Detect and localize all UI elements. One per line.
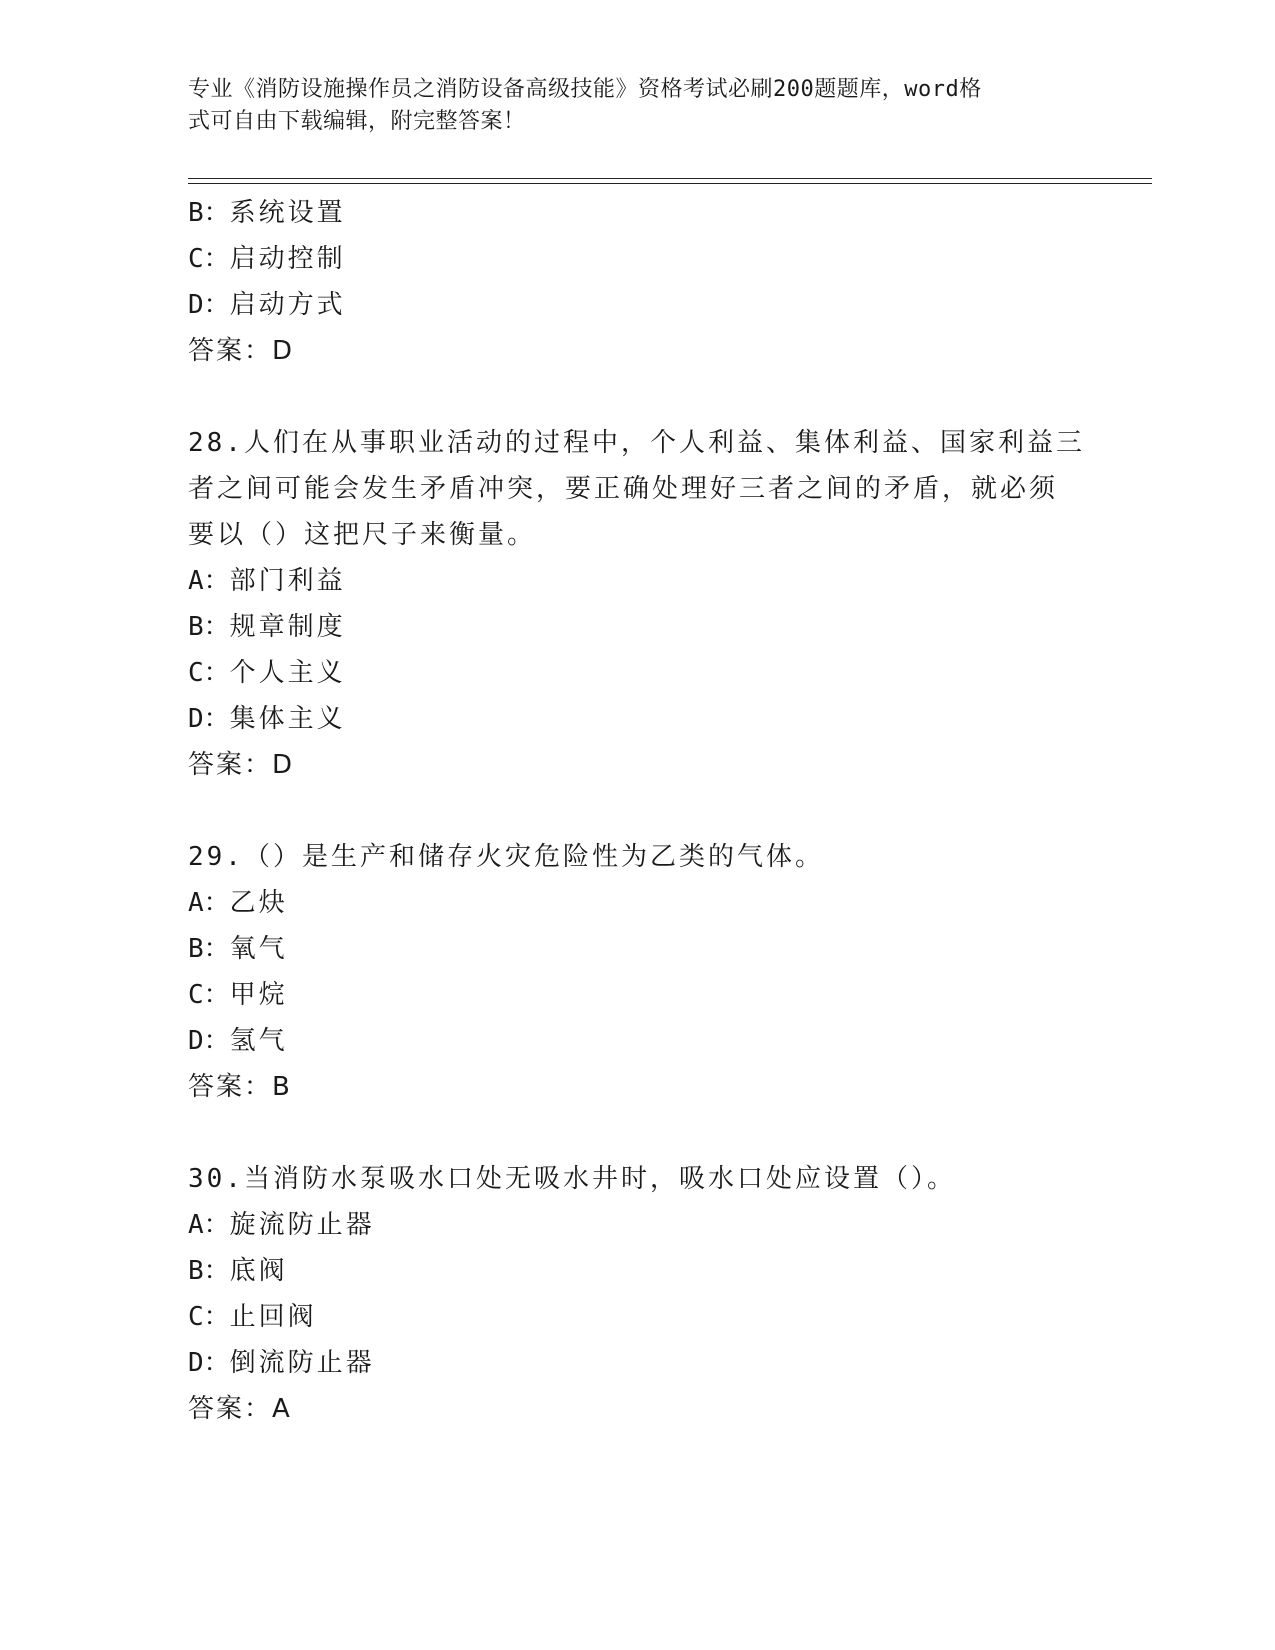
question-stem-line: 要以（）这把尺子来衡量。 [188,520,537,550]
document-body [188,190,1088,1432]
option-c [188,650,1088,696]
option-c [188,1294,1088,1340]
answer-value: A [272,1394,292,1424]
question-stem-line: 28.人们在从事职业活动的过程中，个人利益、集体利益、国家利益三 [188,428,1085,458]
header-divider-top [188,178,1152,179]
question-stem-line: 29.（）是生产和储存火灾危险性为乙类的气体。 [188,842,824,872]
option-b [188,926,1088,972]
option-text: 倒流防止器 [229,1348,375,1378]
answer-value: D [272,750,295,780]
option-text: 规章制度 [229,612,346,642]
answer-label: 答案： [188,1072,273,1102]
option-b [188,190,1088,236]
answer-line [188,328,1088,374]
option-key: C： [188,244,230,274]
option-text: 底阀 [229,1256,288,1286]
answer-line [188,1064,1088,1110]
option-key: C： [188,980,230,1010]
answer-line [188,1386,1088,1432]
header-line-1: 专业《消防设施操作员之消防设备高级技能》资格考试必刷200题题库，word格 [188,77,982,102]
option-key: C： [188,1302,230,1332]
option-a [188,880,1088,926]
option-b [188,604,1088,650]
option-text: 旋流防止器 [229,1210,375,1240]
option-text: 部门利益 [229,566,346,596]
option-key: B： [188,612,230,642]
option-text: 乙炔 [229,888,288,918]
option-key: C： [188,658,230,688]
answer-line [188,742,1088,788]
option-d [188,1018,1088,1064]
question-27-continued [188,190,1088,374]
option-a [188,558,1088,604]
option-key: B： [188,1256,230,1286]
answer-value: D [272,336,295,366]
option-key: A： [188,1210,230,1240]
question-29 [188,834,1088,1110]
option-b [188,1248,1088,1294]
option-a [188,1202,1088,1248]
header-line-2: 式可自由下载编辑，附完整答案！ [188,109,526,134]
option-key: D： [188,290,230,320]
option-text: 集体主义 [229,704,346,734]
option-d [188,1340,1088,1386]
option-c [188,972,1088,1018]
answer-label: 答案： [188,750,273,780]
option-text: 止回阀 [229,1302,317,1332]
answer-label: 答案： [188,1394,273,1424]
option-c [188,236,1088,282]
option-key: A： [188,888,230,918]
option-text: 系统设置 [229,198,346,228]
option-key: A： [188,566,230,596]
option-d [188,696,1088,742]
option-text: 启动控制 [229,244,346,274]
page-header [188,74,1068,138]
option-text: 启动方式 [229,290,346,320]
option-key: B： [188,934,230,964]
answer-label: 答案： [188,336,273,366]
question-30 [188,1156,1088,1432]
option-text: 个人主义 [229,658,346,688]
question-stem-line: 30.当消防水泵吸水口处无吸水井时，吸水口处应设置（）。 [188,1164,956,1194]
option-key: D： [188,704,230,734]
option-key: D： [188,1348,230,1378]
option-text: 氢气 [229,1026,288,1056]
answer-value: B [272,1072,292,1102]
option-text: 甲烷 [229,980,288,1010]
option-d [188,282,1088,328]
header-divider-bottom [188,183,1152,184]
option-text: 氧气 [229,934,288,964]
question-28 [188,420,1088,788]
option-key: B： [188,198,230,228]
option-key: D： [188,1026,230,1056]
question-stem-line: 者之间可能会发生矛盾冲突，要正确处理好三者之间的矛盾，就必须 [188,474,1059,504]
